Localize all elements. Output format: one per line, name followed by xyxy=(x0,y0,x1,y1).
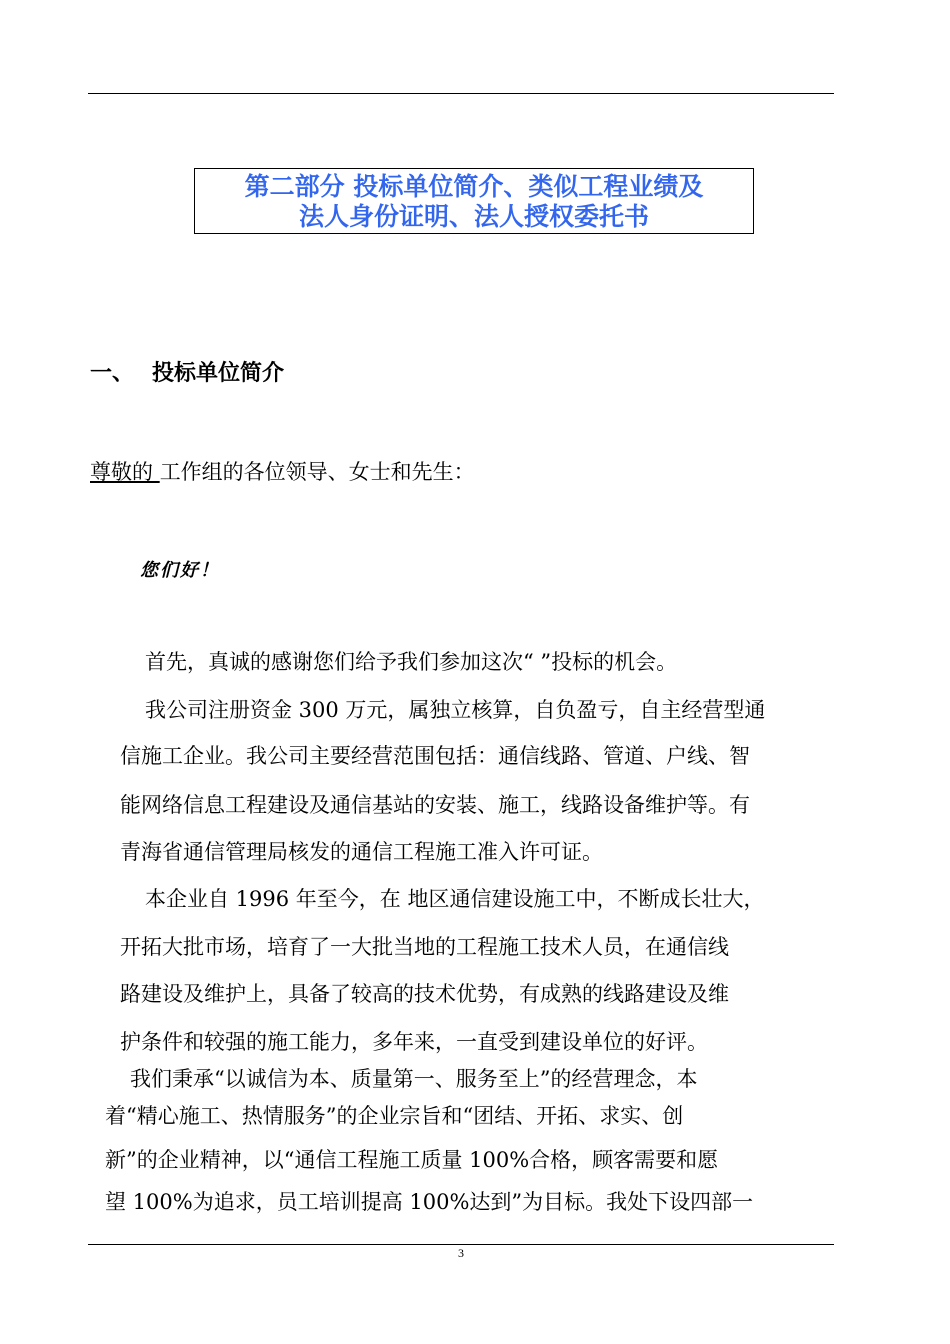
body-line: 望 100%为追求，员工培训提高 100%达到”为目标。我处下设四部一 xyxy=(105,1190,754,1214)
body-line: 护条件和较强的施工能力，多年来，一直受到建设单位的好评。 xyxy=(120,1030,708,1054)
salutation xyxy=(90,456,475,486)
greeting: 您们好！ xyxy=(140,560,220,581)
title-line-1: 第二部分 投标单位简介、类似工程业绩及 xyxy=(244,172,704,201)
body-line: 信施工企业。我公司主要经营范围包括：通信线路、管道、户线、智 xyxy=(120,744,750,768)
salutation-underlined: 尊敬的 xyxy=(90,460,160,484)
salutation-rest: 工作组的各位领导、女士和先生： xyxy=(159,460,475,484)
body-line: 能网络信息工程建设及通信基站的安装、施工，线路设备维护等。有 xyxy=(120,793,750,817)
body-line: 开拓大批市场，培育了一大批当地的工程施工技术人员，在通信线 xyxy=(120,935,729,959)
section-number: 一、 xyxy=(90,361,135,386)
title-box xyxy=(194,168,754,234)
body-line: 着“精心施工、热情服务”的企业宗旨和“团结、开拓、求实、创 xyxy=(105,1104,684,1128)
body-line: 我们秉承“以诚信为本、质量第一、服务至上”的经营理念，本 xyxy=(130,1067,698,1091)
footer-rule xyxy=(88,1244,834,1245)
body-line: 首先，真诚的感谢您们给予我们参加这次“ ”投标的机会。 xyxy=(145,650,678,674)
section-heading xyxy=(90,356,284,387)
header-rule xyxy=(88,93,834,94)
body-line: 新”的企业精神，以“通信工程施工质量 100%合格，顾客需要和愿 xyxy=(105,1148,719,1172)
body-line: 路建设及维护上，具备了较高的技术优势，有成熟的线路建设及维 xyxy=(120,982,729,1006)
body-line: 青海省通信管理局核发的通信工程施工准入许可证。 xyxy=(120,840,603,864)
page-number: 3 xyxy=(458,1246,464,1260)
body-line: 本企业自 1996 年至今，在 地区通信建设施工中，不断成长壮大， xyxy=(145,887,765,911)
title-line-2: 法人身份证明、法人授权委托书 xyxy=(298,202,649,231)
body-line: 我公司注册资金 300 万元，属独立核算，自负盈亏，自主经营型通 xyxy=(145,698,766,722)
section-title: 投标单位简介 xyxy=(152,361,285,386)
